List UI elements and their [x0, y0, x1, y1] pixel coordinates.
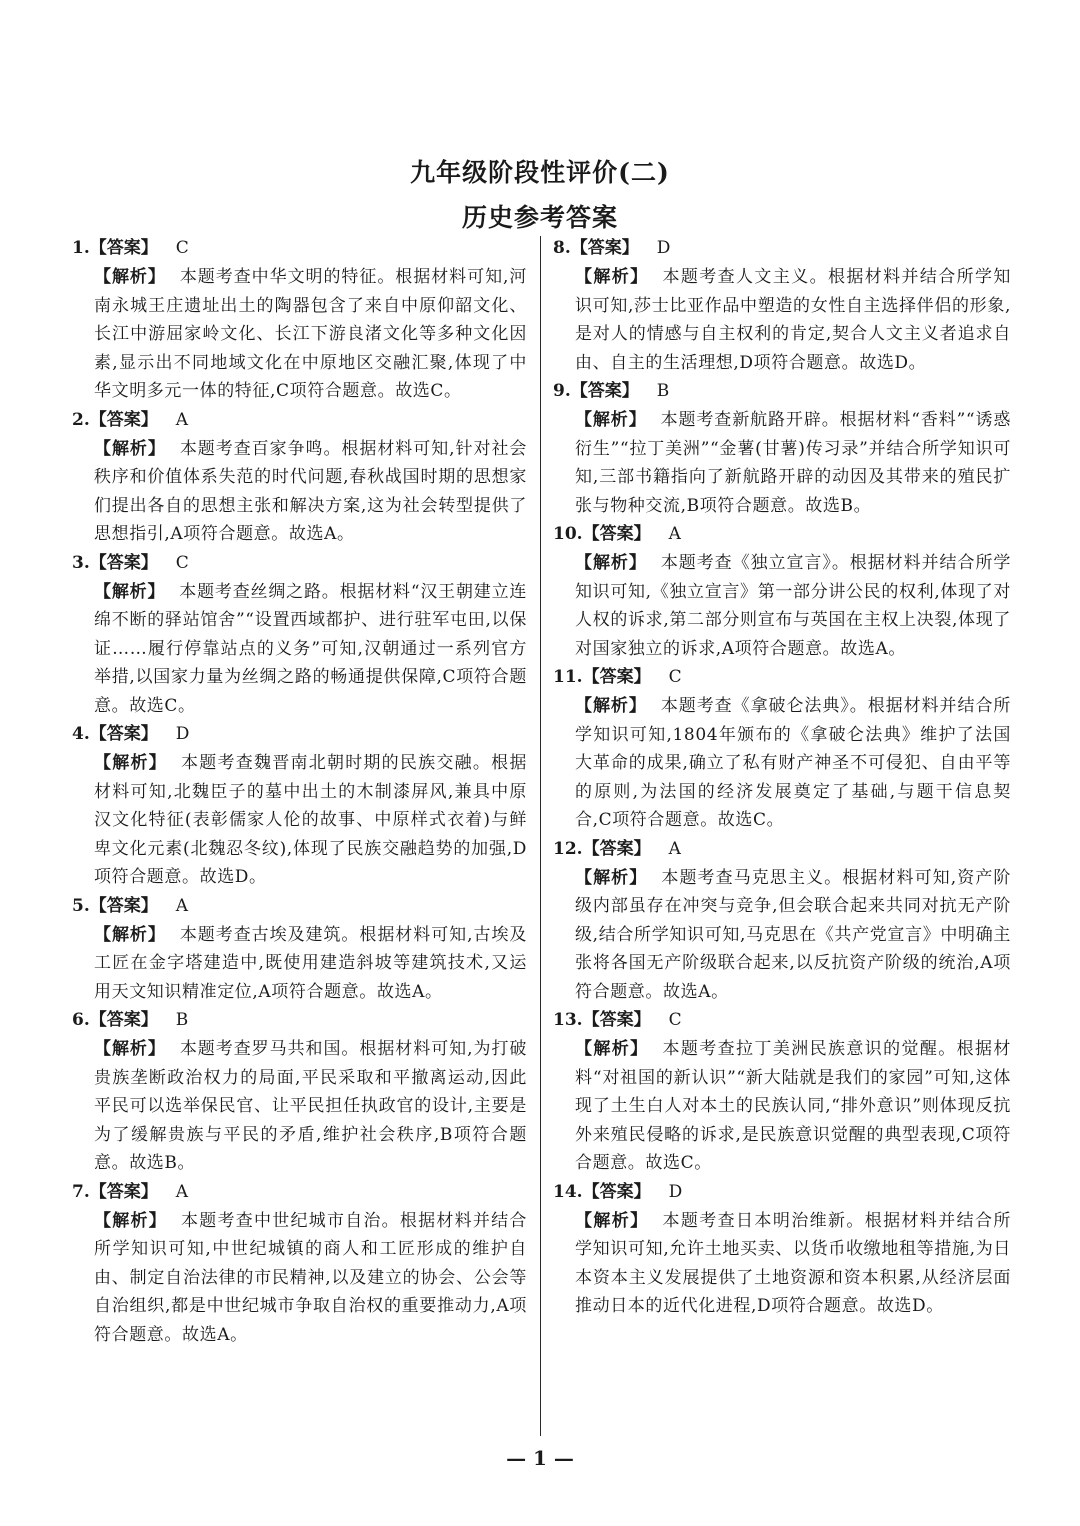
question-answer-line: [553, 663, 1011, 692]
answer-label: 【答案】: [570, 381, 639, 401]
question-item: [553, 377, 1011, 520]
question-number: 14.: [553, 1181, 583, 1202]
analysis-text: 本题考查拉丁美洲民族意识的觉醒。根据材料“对祖国的新认识”“新大陆就是我们的家园”可知,这体现了土生白人对本土的民族认同,“排外意识”则体现反抗外来殖民侵略的诉求,是民族意识觉醒的典型表现,C项符合题意。故选C。: [575, 1039, 1011, 1173]
answer-value: C: [175, 552, 189, 573]
question-answer-line: [72, 1006, 527, 1035]
answer-value: B: [656, 381, 670, 401]
answer-value: A: [668, 524, 681, 544]
analysis-label: 【解析】: [94, 753, 167, 773]
page-title: 九年级阶段性评价(二): [410, 158, 670, 187]
question-answer-line: [553, 234, 1011, 263]
question-number: 13.: [553, 1010, 583, 1030]
analysis-paragraph: [553, 1207, 1011, 1321]
analysis-paragraph: [553, 549, 1011, 663]
column-divider: [540, 236, 541, 1436]
analysis-paragraph: [72, 921, 527, 1007]
analysis-text: 本题考查古埃及建筑。根据材料可知,古埃及工匠在金字塔建造中,既使用建造斜坡等建筑技术,又运用天文知识精准定位,A项符合题意。故选A。: [94, 924, 527, 1002]
answer-label: 【答案】: [89, 895, 158, 916]
question-item: [72, 234, 527, 406]
analysis-text: 本题考查日本明治维新。根据材料并结合所学知识可知,允许土地买卖、以货币收缴地租等措施,为日本资本主义发展提供了土地资源和资本积累,从经济层面推动日本的近代化进程,D项符合题意。故选D。: [575, 1210, 1011, 1316]
question-item: [553, 234, 1011, 377]
question-number: 11.: [553, 667, 583, 687]
question-item: [553, 835, 1011, 1007]
analysis-label: 【解析】: [575, 867, 648, 888]
answer-label: 【答案】: [582, 667, 651, 687]
question-item: [72, 720, 527, 892]
right-column: [553, 234, 1011, 1321]
answer-value: D: [175, 724, 190, 744]
answer-label: 【答案】: [89, 238, 158, 258]
analysis-text: 本题考查中世纪城市自治。根据材料并结合所学知识可知,中世纪城镇的商人和工匠形成的维护自由、制定自治法律的市民精神,以及建立的协会、公会等自治组织,都是中世纪城市争取自治权的重要推动力,A项符合题意。故选A。: [94, 1210, 527, 1345]
question-answer-line: [553, 1006, 1011, 1035]
analysis-text: 本题考查丝绸之路。根据材料“汉王朝建立连绵不断的驿站馆舍”“设置西域都护、进行驻军屯田,以保证……履行停靠站点的义务”可知,汉朝通过一系列官方举措,以国家力量为丝绸之路的畅通提供保障,C项符合题意。故选C。: [94, 581, 527, 716]
question-item: [72, 1006, 527, 1178]
analysis-text: 本题考查《拿破仑法典》。根据材料并结合所学知识可知,1804年颁布的《拿破仑法典》维护了法国大革命的成果,确立了私有财产神圣不可侵犯、自由平等的原则,为法国的经济发展奠定了基础,与题干信息契合,C项符合题意。故选C。: [575, 696, 1011, 830]
question-number: 1.: [72, 238, 90, 258]
analysis-paragraph: [72, 435, 527, 549]
question-item: [72, 1178, 527, 1350]
analysis-label: 【解析】: [94, 924, 166, 945]
analysis-paragraph: [553, 864, 1011, 1007]
question-answer-line: [553, 835, 1011, 864]
question-item: [553, 1178, 1011, 1321]
question-answer-line: [553, 377, 1011, 406]
answer-label: 【答案】: [89, 1010, 158, 1030]
analysis-label: 【解析】: [575, 1210, 649, 1231]
question-item: [72, 406, 527, 549]
question-answer-line: [72, 720, 527, 749]
answer-value: B: [175, 1010, 189, 1030]
answer-value: A: [175, 1181, 189, 1202]
analysis-text: 本题考查魏晋南北朝时期的民族交融。根据材料可知,北魏臣子的墓中出土的木制漆屏风,兼具中原汉文化特征(表彰儒家人伦的故事、中原样式衣着)与鲜卑文化元素(北魏忍冬纹),体现了民族交融趋势的加强,D项符合题意。故选D。: [94, 753, 527, 887]
question-answer-line: [553, 520, 1011, 549]
answer-value: A: [175, 409, 189, 430]
answer-label: 【答案】: [89, 1181, 158, 1202]
question-number: 2.: [72, 409, 90, 430]
question-number: 6.: [72, 1010, 90, 1030]
answer-label: 【答案】: [89, 552, 158, 573]
analysis-paragraph: [553, 692, 1011, 835]
page-subtitle: 历史参考答案: [461, 203, 618, 232]
analysis-label: 【解析】: [94, 438, 166, 459]
analysis-paragraph: [72, 749, 527, 892]
question-number: 10.: [553, 524, 583, 544]
question-number: 7.: [72, 1181, 90, 1202]
answer-label: 【答案】: [570, 238, 639, 258]
question-number: 9.: [553, 381, 571, 401]
answer-label: 【答案】: [89, 724, 158, 744]
analysis-paragraph: [72, 578, 527, 721]
answer-label: 【答案】: [582, 1010, 651, 1030]
analysis-text: 本题考查罗马共和国。根据材料可知,为打破贵族垄断政治权力的局面,平民采取和平撤离运动,因此平民可以选举保民官、让平民担任执政官的设计,主要是为了缓解贵族与平民的矛盾,维护社会秩序,B项符合题意。故选B。: [94, 1039, 527, 1173]
analysis-paragraph: [72, 263, 527, 406]
answer-value: A: [668, 838, 681, 859]
analysis-label: 【解析】: [94, 1039, 166, 1059]
question-item: [72, 549, 527, 721]
question-item: [553, 663, 1011, 835]
question-answer-line: [72, 234, 527, 263]
analysis-text: 本题考查百家争鸣。根据材料可知,针对社会秩序和价值体系失范的时代问题,春秋战国时期的思想家们提出各自的思想主张和解决方案,这为社会转型提供了思想指引,A项符合题意。故选A。: [94, 438, 527, 544]
analysis-label: 【解析】: [575, 267, 649, 287]
answer-label: 【答案】: [582, 838, 651, 859]
answer-value: D: [668, 1181, 683, 1202]
question-answer-line: [553, 1178, 1011, 1207]
analysis-label: 【解析】: [94, 1210, 167, 1231]
page-number: — 1 —: [506, 1446, 574, 1470]
answer-label: 【答案】: [89, 409, 158, 430]
analysis-text: 本题考查马克思主义。根据材料可知,资产阶级内部虽存在冲突与竞争,但会联合起来共同对抗无产阶级,结合所学知识可知,马克思在《共产党宣言》中明确主张将各国无产阶级联合起来,以反抗资产阶级的统治,A项符合题意。故选A。: [575, 867, 1012, 1002]
analysis-paragraph: [553, 263, 1011, 377]
question-item: [72, 892, 527, 1007]
question-answer-line: [72, 892, 527, 921]
answer-value: D: [656, 238, 671, 258]
question-answer-line: [72, 406, 527, 435]
analysis-label: 【解析】: [575, 410, 647, 430]
analysis-label: 【解析】: [94, 267, 166, 287]
analysis-text: 本题考查人文主义。根据材料并结合所学知识可知,莎士比亚作品中塑造的女性自主选择伴侣的形象,是对人的情感与自主权利的肯定,契合人文主义者追求自由、自主的生活理想,D项符合题意。故选D。: [575, 267, 1012, 373]
analysis-paragraph: [72, 1207, 527, 1350]
question-item: [553, 1006, 1011, 1178]
answer-label: 【答案】: [582, 524, 651, 544]
answer-label: 【答案】: [582, 1181, 651, 1202]
question-number: 8.: [553, 238, 571, 258]
analysis-text: 本题考查中华文明的特征。根据材料可知,河南永城王庄遗址出土的陶器包含了来自中原仰韶文化、长江中游屈家岭文化、长江下游良渚文化等多种文化因素,显示出不同地域文化在中原地区交融汇聚,体现了中华文明多元一体的特征,C项符合题意。故选C。: [94, 267, 527, 401]
analysis-paragraph: [72, 1035, 527, 1178]
analysis-text: 本题考查《独立宣言》。根据材料并结合所学知识可知,《独立宣言》第一部分讲公民的权利,体现了对人权的诉求,第二部分则宣布与英国在主权上决裂,体现了对国家独立的诉求,A项符合题意。故选A。: [575, 553, 1011, 659]
question-answer-line: [72, 549, 527, 578]
analysis-label: 【解析】: [94, 581, 166, 602]
question-item: [553, 520, 1011, 663]
answer-value: C: [175, 238, 189, 258]
analysis-paragraph: [553, 406, 1011, 520]
analysis-label: 【解析】: [575, 696, 647, 716]
question-number: 4.: [72, 724, 90, 744]
answer-value: A: [175, 895, 189, 916]
analysis-label: 【解析】: [575, 553, 647, 573]
question-number: 12.: [553, 838, 583, 859]
answer-value: C: [668, 1010, 682, 1030]
analysis-paragraph: [553, 1035, 1011, 1178]
question-number: 3.: [72, 552, 90, 573]
question-number: 5.: [72, 895, 90, 916]
answer-value: C: [668, 667, 682, 687]
left-column: [72, 234, 527, 1349]
analysis-label: 【解析】: [575, 1039, 649, 1059]
question-answer-line: [72, 1178, 527, 1207]
analysis-text: 本题考查新航路开辟。根据材料“香料”“诱惑衍生”“拉丁美洲”“金薯(甘薯)传习录”并结合所学知识可知,三部书籍指向了新航路开辟的动因及其带来的殖民扩张与物种交流,B项符合题意。故选B。: [575, 410, 1011, 516]
